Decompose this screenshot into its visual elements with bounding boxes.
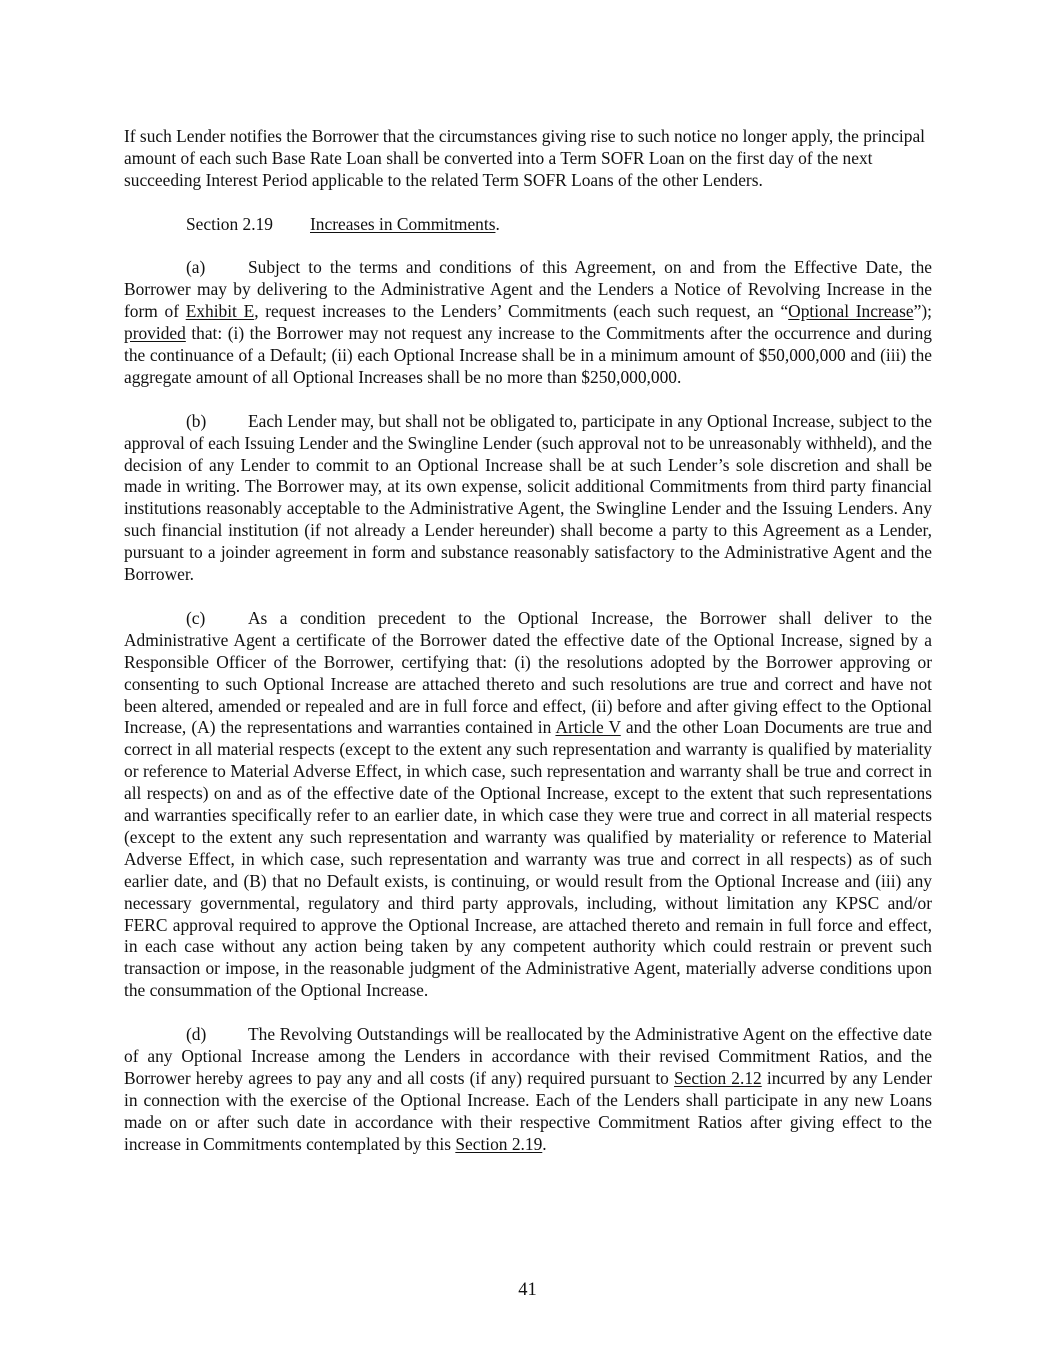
paragraph-label-b: (b) bbox=[186, 410, 207, 431]
paragraph-c: (c) As a condition precedent to the Optional Increase, the Borrower shall deliver to the Administrative Agent a certificate of the Borrower dated the effective date of the Optional Increase, signed by a Responsible Officer of the Borrower, certifying that: (i) the resolutions adopted by the Borrower approving or consenting to such Optional Increase are attached thereto and such resolutions are true and correct and have not been altered, amended or repealed and are in full force and effect, (ii) before and after giving effect to the Optional Increase, (A) the representations and warranties contained in Article V and the other Loan Documents are true and correct in all material respects (except to the extent any such representation and warranty is qualified by materiality or reference to Material Adverse Effect, in which case, such representation and warranty shall be true and correct in all respects) on and as of the effective date of the Optional Increase, except to the extent that such representations and warranties specifically refer to an earlier date, in which case they were true and correct in all material respects (except to the extent any such representation and warranty was qualified by materiality or reference to Material Adverse Effect, in which case, such representation and warranty was true and correct in all respects) as of such earlier date, and (B) that no Default exists, is continuing, or would result from the Optional Increase and (iii) any necessary governmental, regulatory and third party approvals, including, without limitation any KPSC and/or FERC approval required to approve the Optional Increase, are attached thereto and remain in full force and effect, in each case without any action being taken by any competent authority which could restrain or prevent such transaction or impose, in the reasonable judgment of the Administrative Agent, materially adverse conditions upon the consummation of the Optional Increase. bbox=[124, 607, 933, 1001]
paragraph-d: (d) The Revolving Outstandings will be reallocated by the Administrative Agent on the effective date of any Optional Increase among the Lenders in accordance with their revised Commitment Ratios, and the Borrower hereby agrees to pay any and all costs (if any) required pursuant to Section 2.12 incurred by any Lender in connection with the exercise of the Optional Increase. Each of the Lenders shall participate in any new Loans made on or after such date in accordance with their respective Commitment Ratios after giving effect to the increase in Commitments contemplated by this Section 2.19. bbox=[124, 1024, 932, 1154]
paragraph-label-c: (c) bbox=[186, 607, 206, 628]
section-title: Increases in Commitments bbox=[310, 213, 496, 234]
section-2-12-reference: Section 2.12 bbox=[674, 1067, 762, 1088]
provided-term: provided bbox=[124, 323, 186, 344]
paragraph-b: (b) Each Lender may, but shall not be obligated to, participate in any Optional Increase, subject to the approval of each Issuing Lender and the Swingline Lender (such approval not to be unreasonably withheld), and the decision of any Lender to commit to an Optional Increase shall be at such Lender’s sole discretion and shall be made in writing. The Borrower may, at its own expense, solicit additional Commitments from third party financial institutions reasonably acceptable to the Administrative Agent, the Swingline Lender and the Issuing Lenders. Any such financial institution (if not already a Lender hereunder) shall become a party to this Agreement as a Lender, pursuant to a joinder agreement in form and substance reasonably satisfactory to the Administrative Agent and the Borrower. bbox=[124, 410, 932, 585]
continuation-paragraph: If such Lender notifies the Borrower that the circumstances giving rise to such notice no longer apply, the principal amount of each such Base Rate Loan shall be converted into a Term SOFR Loan on the first day of the next succeeding Interest Period applicable to the related Term SOFR Loans of the other Lenders. bbox=[124, 126, 926, 190]
paragraph-label-a: (a) bbox=[186, 257, 206, 278]
optional-increase-defined-term: Optional Increase bbox=[788, 301, 914, 322]
section-title-period: . bbox=[495, 213, 500, 234]
paragraph-a: (a) Subject to the terms and conditions of this Agreement, on and from the Effective Date, the Borrower may by delivering to the Administrative Agent and the Lenders a Notice of Revolving Increase in the form of Exhibit E, request increases to the Lenders’ Commitments (each such request, an “Optional Increase”); provided that: (i) the Borrower may not request any increase to the Commitments after the occurrence and during the continuance of a Default; (ii) each Optional Increase shall be in a minimum amount of $50,000,000 and (iii) the aggregate amount of all Optional Increases shall be no more than $250,000,000. bbox=[124, 257, 932, 387]
document-page bbox=[124, 126, 932, 1177]
article-v-reference: Article V bbox=[555, 717, 621, 738]
paragraph-label-d: (d) bbox=[186, 1024, 207, 1045]
page-number: 41 bbox=[518, 1280, 537, 1300]
section-number: Section 2.19 bbox=[186, 213, 273, 234]
section-heading bbox=[124, 214, 932, 236]
exhibit-e-reference: Exhibit E bbox=[185, 301, 255, 322]
section-2-19-reference: Section 2.19 bbox=[455, 1133, 543, 1154]
